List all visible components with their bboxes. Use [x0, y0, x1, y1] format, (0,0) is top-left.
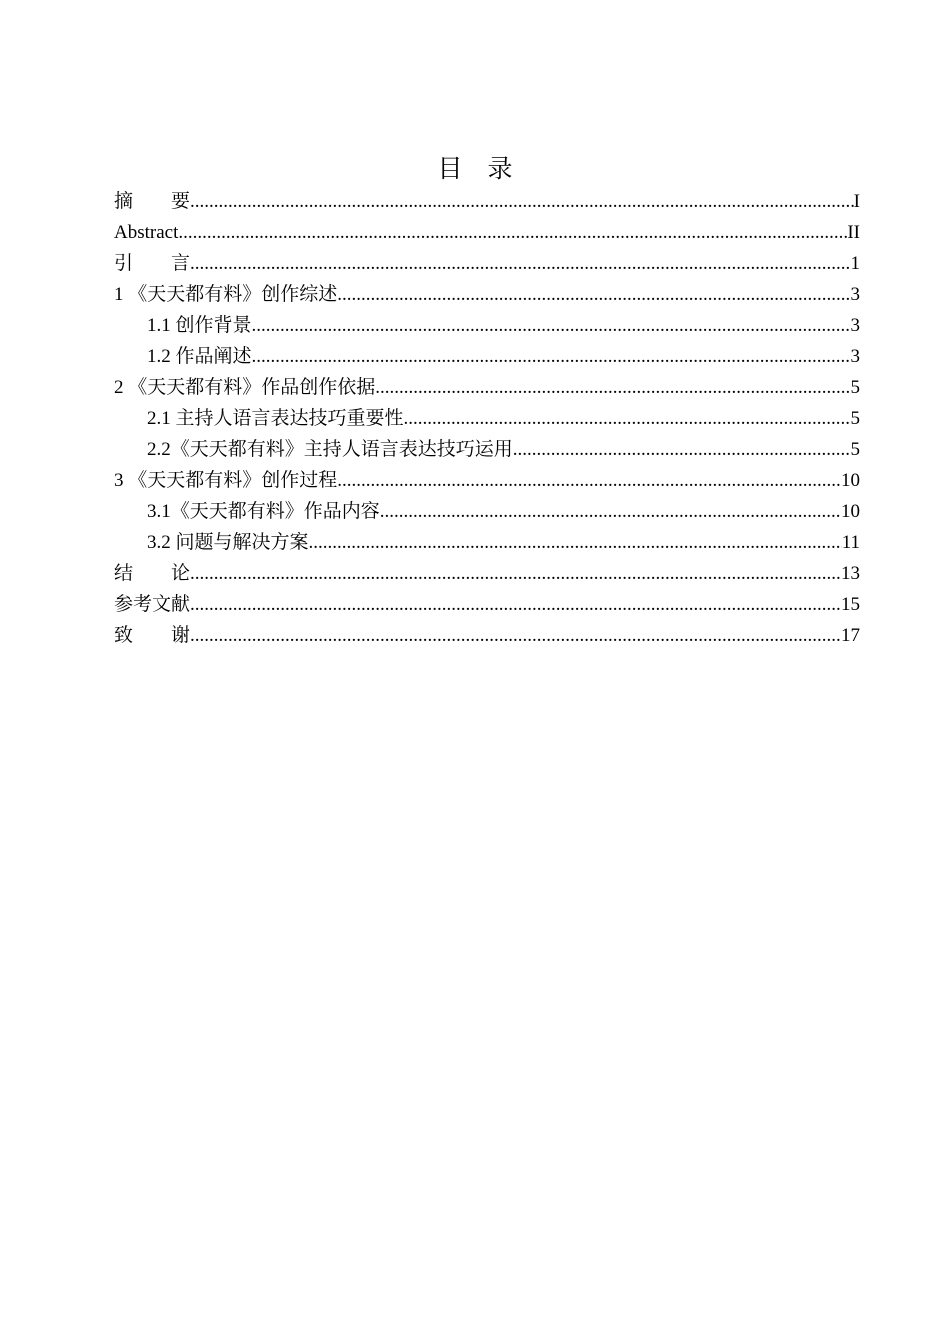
toc-entry-page: 13 [841, 563, 860, 584]
toc-entry-page: 17 [841, 625, 860, 646]
toc-entry-page: 15 [841, 594, 860, 615]
toc-entry-label: 引 言 [114, 253, 191, 274]
toc-entry-references[interactable] [114, 589, 860, 620]
toc-entry-chapter-3[interactable] [114, 465, 860, 496]
toc-title: 目 录 [437, 154, 513, 183]
toc-entry-label: 2.1 主持人语言表达技巧重要性 [147, 408, 404, 429]
toc-dot-leader [252, 310, 851, 341]
toc-entry-page: 3 [850, 315, 860, 336]
toc-entry-page: 1 [850, 253, 860, 274]
toc-entry-conclusion[interactable] [114, 558, 860, 589]
toc-entry-label: 1 《天天都有料》创作综述 [114, 284, 338, 305]
toc-entry-label: 参考文献 [114, 594, 191, 615]
toc-entry-label: 2.2《天天都有料》主持人语言表达技巧运用 [147, 439, 513, 460]
toc-entry-page: I [853, 191, 860, 212]
toc-dot-leader [178, 217, 847, 248]
toc-entry-section-3-2[interactable] [114, 527, 860, 558]
toc-dot-leader [380, 496, 841, 527]
toc-entry-section-2-1[interactable] [114, 403, 860, 434]
toc-entry-introduction[interactable] [114, 248, 860, 279]
toc-entry-abstract-cn[interactable] [114, 186, 860, 217]
toc-list [114, 186, 860, 651]
toc-entry-label: 摘 要 [114, 191, 191, 212]
toc-entry-page: 10 [841, 470, 860, 491]
toc-dot-leader [190, 558, 841, 589]
toc-dot-leader [404, 403, 851, 434]
toc-entry-label: 结 论 [114, 563, 191, 584]
toc-entry-label: Abstract [114, 222, 179, 243]
toc-entry-section-1-1[interactable] [114, 310, 860, 341]
toc-entry-page: 5 [850, 408, 860, 429]
toc-dot-leader [252, 341, 851, 372]
toc-dot-leader [190, 248, 850, 279]
toc-entry-section-1-2[interactable] [114, 341, 860, 372]
toc-entry-label: 3.2 问题与解决方案 [147, 532, 309, 553]
toc-entry-chapter-2[interactable] [114, 372, 860, 403]
toc-entry-chapter-1[interactable] [114, 279, 860, 310]
toc-dot-leader [190, 186, 854, 217]
toc-entry-label: 3.1《天天都有料》作品内容 [147, 501, 380, 522]
toc-dot-leader [337, 279, 850, 310]
toc-entry-label: 1.2 作品阐述 [147, 346, 252, 367]
toc-entry-page: 3 [850, 346, 860, 367]
toc-dot-leader [513, 434, 851, 465]
toc-entry-page: 5 [850, 439, 860, 460]
toc-entry-page: 5 [850, 377, 860, 398]
toc-dot-leader [337, 465, 841, 496]
toc-dot-leader [309, 527, 842, 558]
toc-entry-section-3-1[interactable] [114, 496, 860, 527]
toc-entry-section-2-2[interactable] [114, 434, 860, 465]
toc-entry-label: 3 《天天都有料》创作过程 [114, 470, 338, 491]
toc-entry-page: II [847, 222, 860, 243]
toc-dot-leader [190, 620, 841, 651]
toc-entry-abstract-en[interactable] [114, 217, 860, 248]
toc-entry-page: 10 [841, 501, 860, 522]
toc-dot-leader [190, 589, 841, 620]
toc-entry-label: 2 《天天都有料》作品创作依据 [114, 377, 376, 398]
toc-dot-leader [375, 372, 850, 403]
toc-entry-label: 致 谢 [114, 625, 191, 646]
toc-entry-label: 1.1 创作背景 [147, 315, 252, 336]
toc-entry-page: 3 [850, 284, 860, 305]
toc-entry-acknowledgements[interactable] [114, 620, 860, 651]
toc-entry-page: 11 [841, 532, 860, 553]
